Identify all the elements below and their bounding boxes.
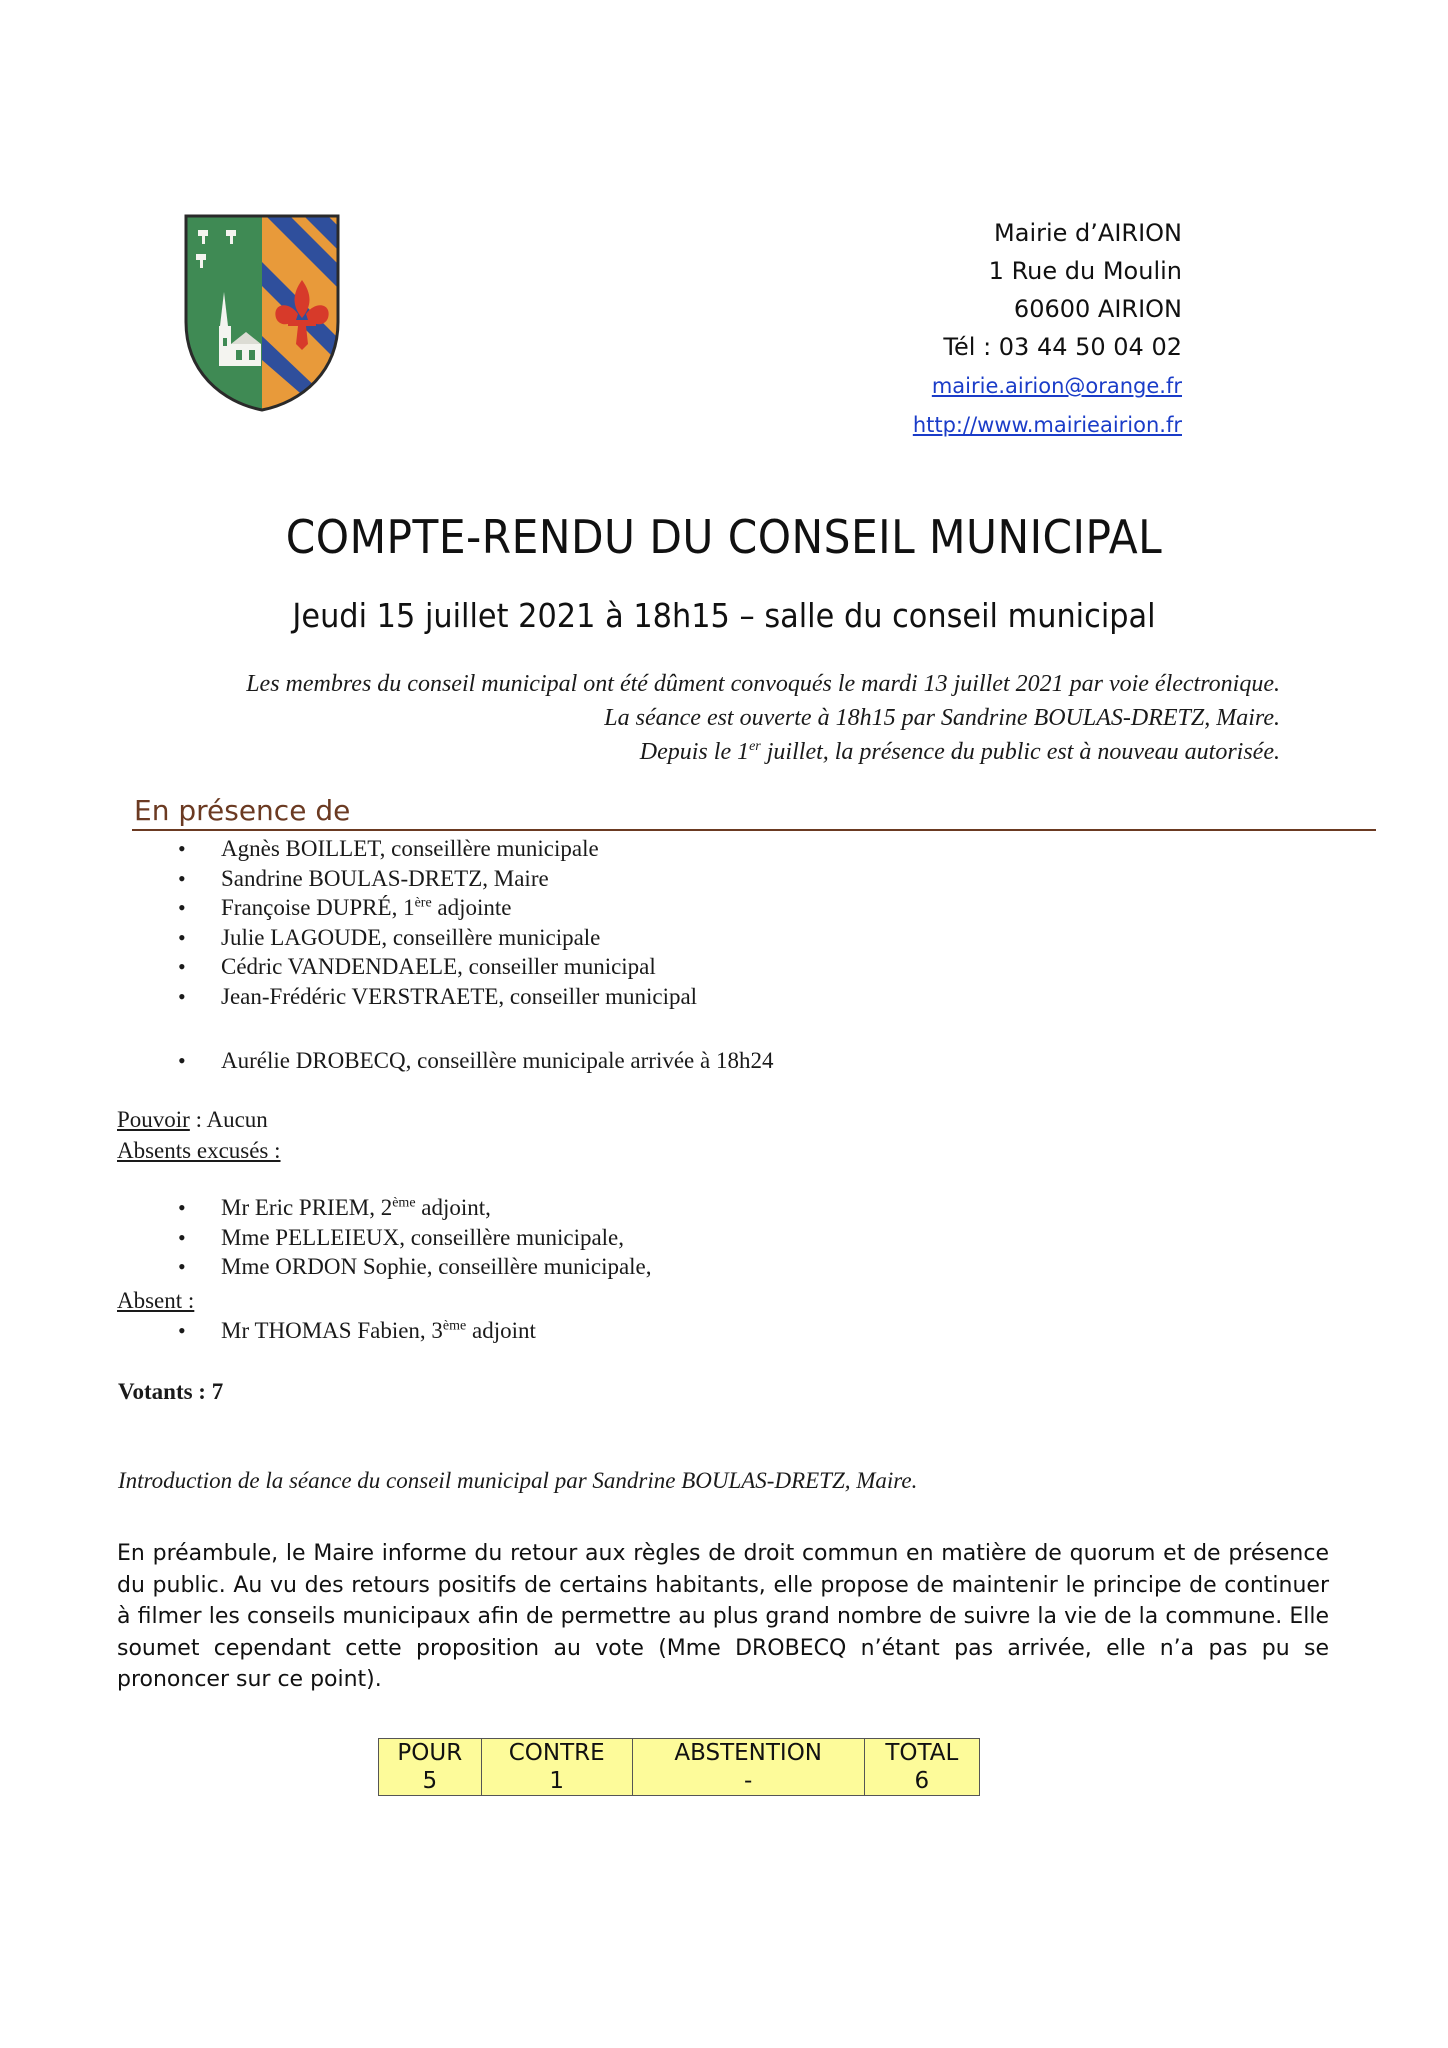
list-item: • Françoise DUPRÉ, 1ère adjointe [178,893,697,923]
list-item: • Agnès BOILLET, conseillère municipale [178,834,697,864]
absent-list [178,1316,536,1346]
value-pour: 5 [379,1767,482,1796]
list-item: • Cédric VANDENDAELE, conseiller municipal [178,952,697,982]
header-abstention: ABSTENTION [632,1739,864,1768]
table-row [379,1767,980,1796]
list-item: • Mr THOMAS Fabien, 3ème adjoint [178,1316,536,1346]
header-pour: POUR [379,1739,482,1768]
header-contre: CONTRE [481,1739,632,1768]
intro-ouverture: La séance est ouverte à 18h15 par Sandrine BOULAS-DRETZ, Maire. [604,705,1280,731]
address-line: Tél : 03 44 50 04 02 [943,333,1182,361]
presence-heading: En présence de [134,794,351,827]
votants-count: Votants : 7 [118,1379,224,1404]
value-contre: 1 [481,1767,632,1796]
pouvoir-line: Pouvoir : Aucun [117,1107,268,1132]
email-link[interactable]: mairie.airion@orange.fr [931,374,1182,398]
absent-label: Absent : [117,1288,195,1313]
document-title: COMPTE-RENDU DU CONSEIL MUNICIPAL [285,510,1163,564]
vote-results-table [378,1738,980,1796]
list-item: • Aurélie DROBECQ, conseillère municipale arrivée à 18h24 [178,1046,773,1076]
seance-introduction: Introduction de la séance du conseil municipal par Sandrine BOULAS-DRETZ, Maire. [118,1468,918,1493]
address-line: 60600 AIRION [1013,295,1182,323]
address-line: Mairie d’AIRION [994,219,1182,247]
section-divider [132,829,1376,831]
address-line: 1 Rue du Moulin [988,257,1182,285]
header-total: TOTAL [864,1739,979,1768]
airion-coat-of-arms-icon [182,212,342,412]
intro-block [246,667,1280,769]
mairie-address [913,214,1182,444]
absents-excuses-label: Absents excusés : [117,1138,281,1163]
value-total: 6 [864,1767,979,1796]
table-header-row [379,1739,980,1768]
website-link[interactable]: http://www.mairieairion.fr [912,413,1182,437]
preambule-paragraph: En préambule, le Maire informe du retour aux règles de droit commun en matière de quorum et de présence du public. Au vu des retours positifs de certains habitants, elle propose de maintenir le principe de continuer à filmer les conseils municipaux afin de permettre au plus grand nombre de suivre la vie de la commune. Elle soumet cependant cette proposition au vote (Mme DROBECQ n’étant pas arrivée, elle n’a pas pu se prononcer sur ce point). [117,1541,1329,1692]
present-members-list [178,834,697,1011]
list-item: • Jean-Frédéric VERSTRAETE, conseiller municipal [178,982,697,1012]
intro-convocation: Les membres du conseil municipal ont été dûment convoqués le mardi 13 juillet 2021 par voie électronique. [246,671,1280,697]
absents-excuses-list [178,1193,652,1282]
meeting-date-subtitle: Jeudi 15 juillet 2021 à 18h15 – salle du conseil municipal [292,596,1156,635]
list-item: • Sandrine BOULAS-DRETZ, Maire [178,864,697,894]
list-item: • Mme ORDON Sophie, conseillère municipale, [178,1252,652,1282]
value-abstention: - [632,1767,864,1796]
intro-public: Depuis le 1er juillet, la présence du public est à nouveau autorisée. [639,739,1280,765]
list-item: • Mr Eric PRIEM, 2ème adjoint, [178,1193,652,1223]
late-member-list [178,1046,773,1076]
list-item: • Julie LAGOUDE, conseillère municipale [178,923,697,953]
list-item: • Mme PELLEIEUX, conseillère municipale, [178,1223,652,1253]
